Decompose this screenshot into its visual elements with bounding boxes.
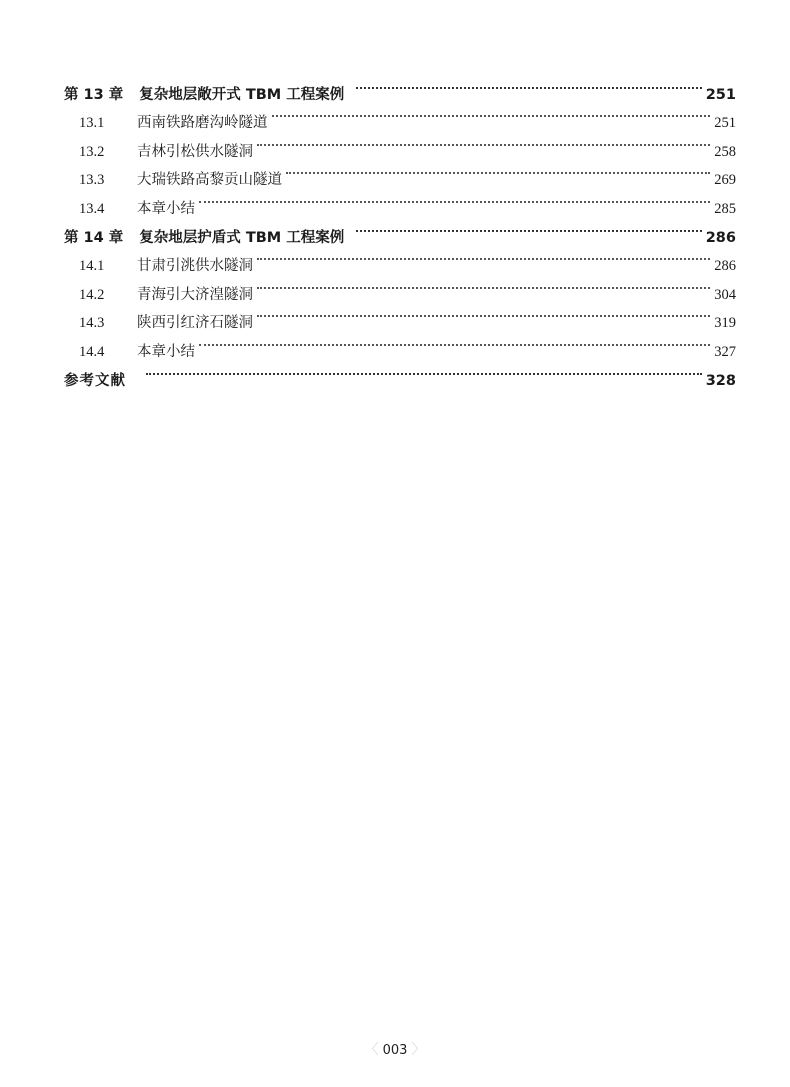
toc-entry-title: 本章小结 (137, 200, 195, 217)
toc-entry-number: 第 13 章 (64, 86, 124, 103)
toc-entry-number: 第 14 章 (64, 229, 124, 246)
toc-entry-number: 14.3 (79, 315, 105, 332)
toc-entry-number: 14.2 (79, 286, 105, 303)
toc-entry-page-number: 251 (714, 115, 736, 132)
dot-leader (199, 327, 710, 356)
toc-references-entry[interactable] (64, 356, 736, 389)
dot-leader (199, 184, 710, 213)
toc-entry-title: 本章小结 (137, 343, 195, 360)
toc-entry-title: 大瑞铁路高黎贡山隧道 (137, 172, 282, 189)
toc-chapter-entry[interactable] (64, 70, 736, 103)
toc-entry-number: 13.3 (79, 172, 105, 189)
toc-entry-page-number: 327 (714, 343, 736, 360)
toc-entry-page-number: 269 (714, 172, 736, 189)
toc-entry-number: 14.1 (79, 258, 105, 275)
toc-entry-page-number: 251 (705, 86, 736, 103)
dot-leader (286, 156, 710, 185)
toc-entry-title: 陕西引红济石隧洞 (137, 315, 253, 332)
toc-entry-title: 参考文献 (64, 372, 126, 389)
dot-leader (146, 356, 702, 385)
toc-entry-title: 复杂地层护盾式 TBM 工程案例 (139, 229, 345, 246)
toc-entry-title: 复杂地层敞开式 TBM 工程案例 (139, 86, 345, 103)
toc-entry-page-number: 258 (714, 143, 736, 160)
toc-entry-title: 青海引大济湟隧洞 (137, 286, 253, 303)
left-bracket-ornament: 〈 (364, 1042, 379, 1058)
toc-entry-title: 西南铁路磨沟岭隧道 (137, 115, 268, 132)
dot-leader (356, 213, 701, 242)
table-of-contents (64, 70, 736, 389)
toc-entry-page-number: 304 (714, 286, 736, 303)
right-bracket-ornament: 〉 (411, 1042, 426, 1058)
dot-leader (257, 299, 710, 328)
toc-entry-number: 13.4 (79, 200, 105, 217)
toc-entry-number: 13.1 (79, 115, 105, 132)
toc-entry-number: 13.2 (79, 143, 105, 160)
dot-leader (257, 127, 710, 156)
dot-leader (257, 270, 710, 299)
dot-leader (272, 99, 711, 128)
toc-entry-page-number: 286 (705, 229, 736, 246)
toc-entry-number: 14.4 (79, 343, 105, 360)
toc-entry-title: 吉林引松供水隧洞 (137, 143, 253, 160)
page-footer (0, 1039, 790, 1059)
dot-leader (257, 242, 710, 271)
toc-entry-title: 甘肃引洮供水隧洞 (137, 258, 253, 275)
toc-entry-page-number: 328 (705, 372, 736, 389)
dot-leader (356, 70, 701, 99)
page-number: 003 (382, 1043, 408, 1058)
toc-entry-page-number: 319 (714, 315, 736, 332)
toc-entry-page-number: 285 (714, 200, 736, 217)
toc-entry-page-number: 286 (714, 258, 736, 275)
